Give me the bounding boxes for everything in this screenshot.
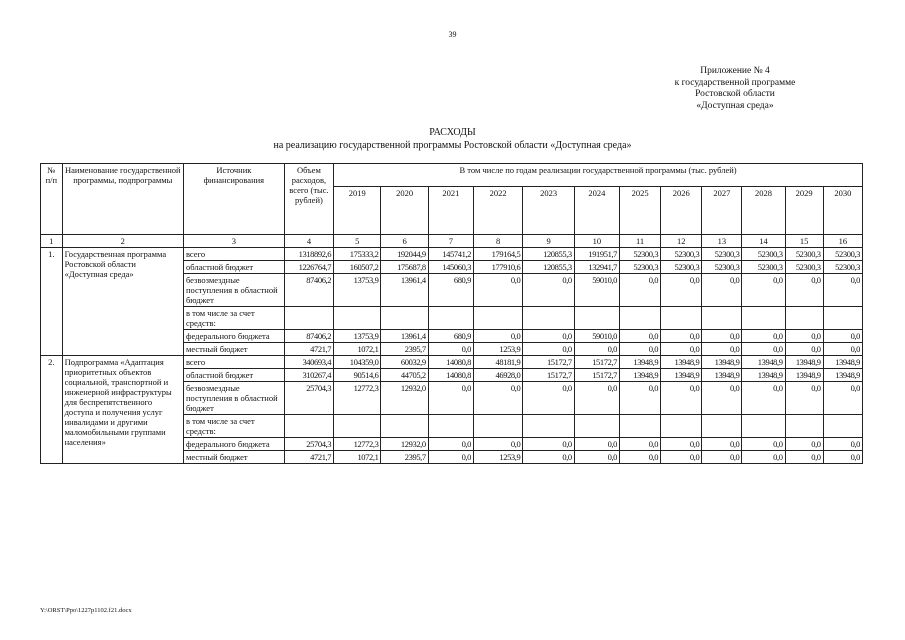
year-amount: 175333,2 [334, 248, 381, 261]
year-amount [702, 415, 742, 438]
year-amount: 145060,3 [428, 261, 473, 274]
header-year: 2023 [523, 187, 574, 235]
year-amount: 0,0 [428, 382, 473, 415]
year-amount: 13948,9 [785, 369, 823, 382]
year-amount: 177910,6 [474, 261, 523, 274]
year-amount: 12772,3 [334, 382, 381, 415]
column-index-cell: 16 [823, 235, 862, 248]
year-amount: 52300,3 [742, 248, 785, 261]
year-amount: 0,0 [620, 451, 661, 464]
funding-source: областной бюджет [183, 261, 284, 274]
year-amount: 52300,3 [823, 248, 862, 261]
year-amount: 0,0 [702, 274, 742, 307]
column-index-cell: 1 [41, 235, 63, 248]
year-amount: 0,0 [661, 274, 702, 307]
header-year: 2019 [334, 187, 381, 235]
year-amount: 0,0 [661, 438, 702, 451]
year-amount: 52300,3 [661, 248, 702, 261]
year-amount: 0,0 [702, 438, 742, 451]
year-amount: 0,0 [742, 451, 785, 464]
year-amount [428, 415, 473, 438]
year-amount: 13948,9 [661, 369, 702, 382]
funding-source: местный бюджет [183, 343, 284, 356]
year-amount: 13948,9 [742, 356, 785, 369]
year-amount: 52300,3 [620, 261, 661, 274]
year-amount: 52300,3 [742, 261, 785, 274]
year-amount: 52300,3 [702, 261, 742, 274]
total-amount: 4721,7 [284, 343, 333, 356]
year-amount: 15172,7 [574, 356, 619, 369]
header-year: 2027 [702, 187, 742, 235]
total-amount [284, 307, 333, 330]
header-source: Источник финансирования [183, 164, 284, 235]
year-amount: 48181,9 [474, 356, 523, 369]
year-amount: 0,0 [742, 343, 785, 356]
year-amount: 13948,9 [702, 356, 742, 369]
header-no: № п/п [41, 164, 63, 235]
header-year: 2024 [574, 187, 619, 235]
year-amount: 0,0 [785, 438, 823, 451]
total-amount: 4721,7 [284, 451, 333, 464]
year-amount: 0,0 [523, 438, 574, 451]
year-amount: 0,0 [785, 343, 823, 356]
header-row [41, 164, 863, 187]
year-amount: 0,0 [742, 382, 785, 415]
document-title [0, 126, 905, 152]
year-amount: 0,0 [474, 274, 523, 307]
year-amount: 13948,9 [661, 356, 702, 369]
column-index-cell: 10 [574, 235, 619, 248]
header-name: Наименование государственной программы, подпрограммы [62, 164, 183, 235]
year-amount: 13948,9 [702, 369, 742, 382]
appendix-line: Ростовской области [695, 89, 775, 99]
year-amount: 59010,0 [574, 274, 619, 307]
year-amount: 13948,9 [785, 356, 823, 369]
year-amount: 0,0 [523, 451, 574, 464]
year-amount: 0,0 [785, 382, 823, 415]
funding-source: федерального бюджета [183, 438, 284, 451]
column-index-cell: 11 [620, 235, 661, 248]
year-amount: 0,0 [661, 382, 702, 415]
year-amount: 0,0 [523, 330, 574, 343]
year-amount: 0,0 [474, 330, 523, 343]
year-amount: 13948,9 [823, 369, 862, 382]
year-amount [823, 415, 862, 438]
funding-source: федерального бюджета [183, 330, 284, 343]
year-amount: 120855,3 [523, 248, 574, 261]
year-amount [785, 307, 823, 330]
header-year: 2026 [661, 187, 702, 235]
year-amount: 0,0 [823, 274, 862, 307]
header-year: 2020 [381, 187, 428, 235]
column-index-cell: 3 [183, 235, 284, 248]
year-amount: 90514,6 [334, 369, 381, 382]
year-amount: 0,0 [742, 330, 785, 343]
year-amount: 0,0 [702, 343, 742, 356]
year-amount: 14080,8 [428, 369, 473, 382]
title-main: РАСХОДЫ [429, 127, 476, 138]
year-amount: 0,0 [823, 438, 862, 451]
year-amount: 0,0 [702, 330, 742, 343]
year-amount: 0,0 [661, 330, 702, 343]
title-sub: на реализацию государственной программы Ростовской области «Доступная среда» [273, 140, 632, 151]
program-number: 2. [41, 356, 63, 464]
column-index-cell: 12 [661, 235, 702, 248]
year-amount: 52300,3 [620, 248, 661, 261]
year-amount: 0,0 [823, 451, 862, 464]
year-amount [474, 415, 523, 438]
year-amount [785, 415, 823, 438]
year-amount: 0,0 [742, 438, 785, 451]
total-amount: 87406,2 [284, 274, 333, 307]
header-year: 2029 [785, 187, 823, 235]
year-amount: 0,0 [523, 274, 574, 307]
appendix-line: Приложение № 4 [700, 66, 770, 76]
year-amount: 0,0 [574, 451, 619, 464]
year-amount: 15172,7 [574, 369, 619, 382]
column-index-cell: 8 [474, 235, 523, 248]
year-amount: 680,9 [428, 274, 473, 307]
appendix-block [600, 66, 870, 112]
year-amount: 192044,9 [381, 248, 428, 261]
year-amount [574, 307, 619, 330]
year-amount: 13753,9 [334, 274, 381, 307]
year-amount: 0,0 [428, 343, 473, 356]
year-amount: 0,0 [474, 438, 523, 451]
year-amount: 0,0 [620, 382, 661, 415]
year-amount: 12932,0 [381, 438, 428, 451]
year-amount: 46928,0 [474, 369, 523, 382]
funding-source: всего [183, 248, 284, 261]
column-index-cell: 13 [702, 235, 742, 248]
year-amount: 0,0 [620, 274, 661, 307]
year-amount [661, 415, 702, 438]
year-amount [742, 415, 785, 438]
footer-file-path: Y:\ORST\Ppo\1227p1102.f21.docx [40, 607, 132, 614]
year-amount: 0,0 [823, 330, 862, 343]
year-amount: 160507,2 [334, 261, 381, 274]
year-amount: 0,0 [474, 382, 523, 415]
year-amount: 0,0 [574, 343, 619, 356]
funding-source: в том числе за счет средств: [183, 307, 284, 330]
total-amount: 1226764,7 [284, 261, 333, 274]
appendix-line: «Доступная среда» [696, 100, 774, 111]
year-amount [334, 415, 381, 438]
header-year: 2028 [742, 187, 785, 235]
year-amount: 1253,9 [474, 343, 523, 356]
year-amount: 59010,0 [574, 330, 619, 343]
year-amount: 104359,0 [334, 356, 381, 369]
year-amount: 0,0 [620, 330, 661, 343]
year-amount: 0,0 [785, 274, 823, 307]
year-amount: 0,0 [428, 451, 473, 464]
year-amount: 14080,8 [428, 356, 473, 369]
year-amount: 0,0 [742, 274, 785, 307]
year-amount: 120855,3 [523, 261, 574, 274]
year-amount [334, 307, 381, 330]
year-amount: 12932,0 [381, 382, 428, 415]
year-amount [523, 415, 574, 438]
year-amount: 1072,1 [334, 343, 381, 356]
year-amount: 15172,7 [523, 369, 574, 382]
page-number: 39 [448, 30, 457, 39]
year-amount: 52300,3 [823, 261, 862, 274]
year-amount [620, 415, 661, 438]
year-amount: 12772,3 [334, 438, 381, 451]
year-amount [702, 307, 742, 330]
year-amount: 1253,9 [474, 451, 523, 464]
year-amount: 52300,3 [785, 248, 823, 261]
year-amount [381, 415, 428, 438]
total-amount: 87406,2 [284, 330, 333, 343]
funding-source: местный бюджет [183, 451, 284, 464]
year-amount: 145741,2 [428, 248, 473, 261]
column-index-cell: 9 [523, 235, 574, 248]
header-year: 2022 [474, 187, 523, 235]
year-amount [620, 307, 661, 330]
program-name: Государственная программа Ростовской области «Доступная среда» [62, 248, 183, 356]
year-amount: 175687,8 [381, 261, 428, 274]
year-amount: 2395,7 [381, 451, 428, 464]
year-amount: 13961,4 [381, 274, 428, 307]
year-amount: 0,0 [523, 343, 574, 356]
year-amount: 680,9 [428, 330, 473, 343]
year-amount: 60032,9 [381, 356, 428, 369]
year-amount: 132941,7 [574, 261, 619, 274]
header-years-group: В том числе по годам реализации государственной программы (тыс. рублей) [334, 164, 863, 187]
year-amount: 0,0 [661, 343, 702, 356]
total-amount: 310267,4 [284, 369, 333, 382]
year-amount: 0,0 [823, 343, 862, 356]
funding-source: областной бюджет [183, 369, 284, 382]
year-amount: 0,0 [428, 438, 473, 451]
year-amount: 15172,7 [523, 356, 574, 369]
year-amount: 13753,9 [334, 330, 381, 343]
year-amount: 0,0 [620, 438, 661, 451]
year-amount: 0,0 [702, 382, 742, 415]
year-amount [523, 307, 574, 330]
program-number: 1. [41, 248, 63, 356]
year-amount: 52300,3 [702, 248, 742, 261]
total-amount: 1318892,6 [284, 248, 333, 261]
total-amount: 25704,3 [284, 382, 333, 415]
year-amount: 13948,9 [620, 356, 661, 369]
year-amount: 1072,1 [334, 451, 381, 464]
header-year: 2021 [428, 187, 473, 235]
year-amount: 0,0 [523, 382, 574, 415]
year-amount: 0,0 [785, 330, 823, 343]
column-index-cell: 5 [334, 235, 381, 248]
year-amount: 0,0 [702, 451, 742, 464]
funding-source: безвозмездные поступления в областной бюджет [183, 382, 284, 415]
year-amount [474, 307, 523, 330]
year-amount: 0,0 [823, 382, 862, 415]
column-index-row [41, 235, 863, 248]
year-amount: 13948,9 [742, 369, 785, 382]
total-amount [284, 415, 333, 438]
column-index-cell: 14 [742, 235, 785, 248]
column-index-cell: 7 [428, 235, 473, 248]
year-amount [823, 307, 862, 330]
year-amount: 13948,9 [823, 356, 862, 369]
funding-source: в том числе за счет средств: [183, 415, 284, 438]
appendix-line: к государственной программе [674, 77, 796, 88]
header-year: 2025 [620, 187, 661, 235]
funding-source: всего [183, 356, 284, 369]
expenditure-table [40, 163, 863, 464]
program-name: Подпрограмма «Адаптация приоритетных объектов социальной, транспортной и инженерной инфраструктуры для беспрепятственного доступа и получения услуг инвалидами и другими маломобильными группами населения» [62, 356, 183, 464]
year-amount: 13948,9 [620, 369, 661, 382]
year-amount: 0,0 [661, 451, 702, 464]
column-index-cell: 2 [62, 235, 183, 248]
header-year: 2030 [823, 187, 862, 235]
year-amount [428, 307, 473, 330]
year-amount [574, 415, 619, 438]
year-amount: 52300,3 [785, 261, 823, 274]
total-amount: 25704,3 [284, 438, 333, 451]
year-amount: 0,0 [574, 438, 619, 451]
year-amount: 191951,7 [574, 248, 619, 261]
year-amount: 13961,4 [381, 330, 428, 343]
column-index-cell: 6 [381, 235, 428, 248]
year-amount: 44705,2 [381, 369, 428, 382]
year-amount: 52300,3 [661, 261, 702, 274]
year-amount: 179164,5 [474, 248, 523, 261]
year-amount [742, 307, 785, 330]
table-row [41, 356, 863, 369]
table-row [41, 248, 863, 261]
header-total: Объем расходов, всего (тыс. рублей) [284, 164, 333, 235]
year-amount [661, 307, 702, 330]
year-amount: 0,0 [620, 343, 661, 356]
column-index-cell: 15 [785, 235, 823, 248]
year-amount [381, 307, 428, 330]
year-amount: 2395,7 [381, 343, 428, 356]
year-amount: 0,0 [785, 451, 823, 464]
funding-source: безвозмездные поступления в областной бюджет [183, 274, 284, 307]
year-amount: 0,0 [574, 382, 619, 415]
total-amount: 340693,4 [284, 356, 333, 369]
column-index-cell: 4 [284, 235, 333, 248]
